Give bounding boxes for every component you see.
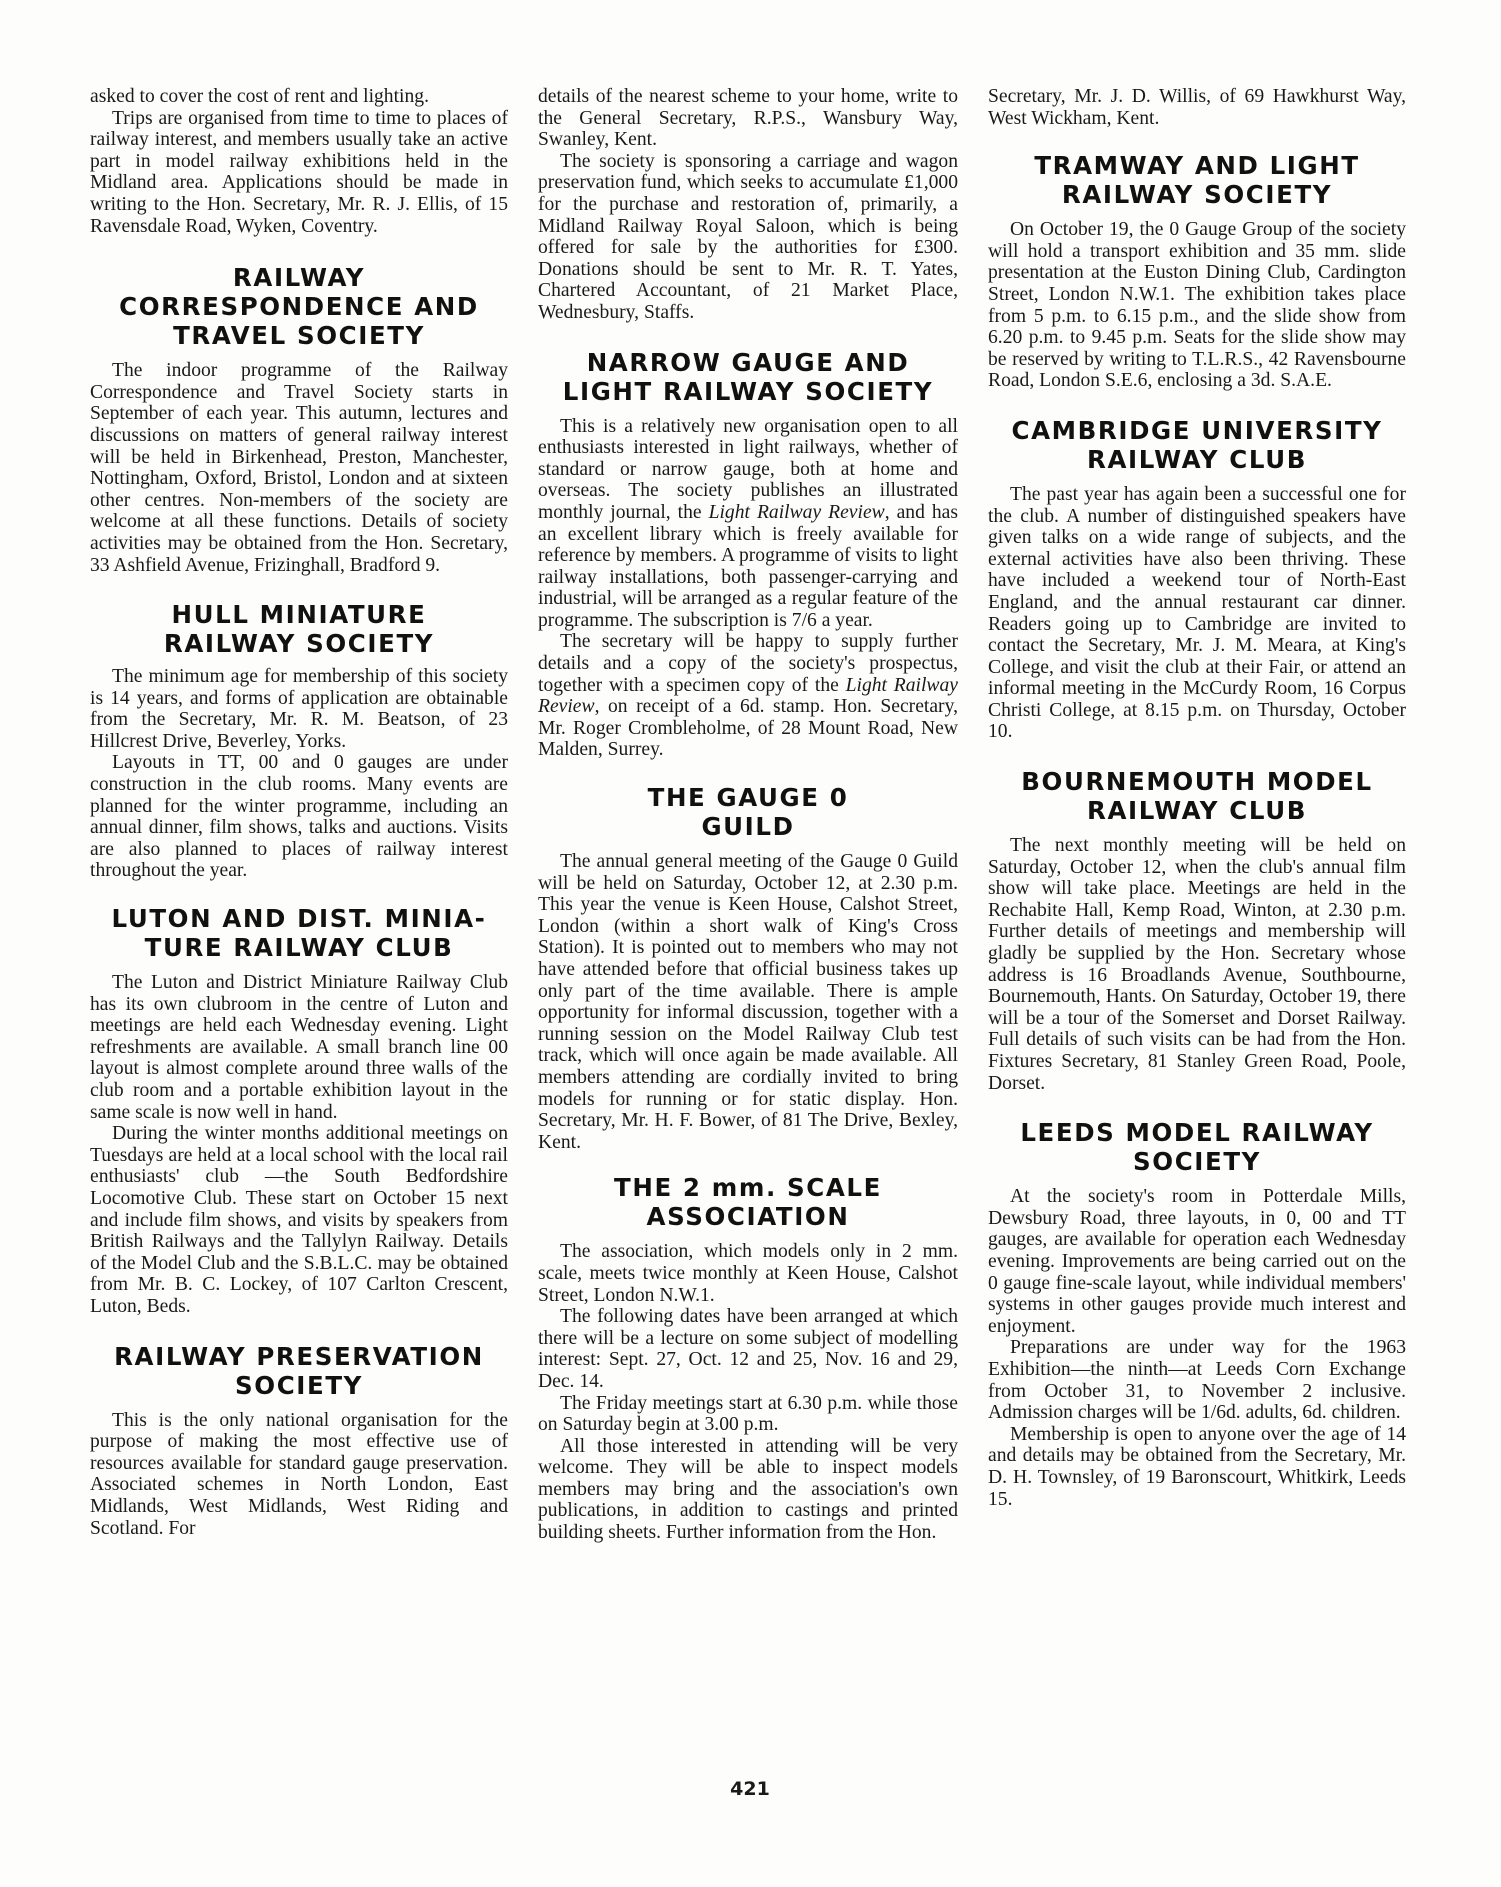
twomm-body-2: The following dates have been arranged at which there will be a lecture on some subject of modelling interest: Sept. 27, Oct. 12 and 25, Nov. 16 and 29, Dec. 14. — [538, 1306, 958, 1392]
leeds-body-2: Preparations are under way for the 1963 Exhibition—the ninth—at Leeds Corn Exchange from October 31, to November 2 inclusive. Admission charges will be 1/6d. adults, 6d. children. — [988, 1337, 1406, 1424]
rps-continuation: details of the nearest scheme to your home, write to the General Secretary, R.P.S., Wansbury Way, Swanley, Kent. — [538, 86, 958, 151]
leeds-body-3: Membership is open to anyone over the age of 14 and details may be obtained from the Secretary, Mr. D. H. Townsley, of 19 Baronscourt, Whitkirk, Leeds 15. — [988, 1423, 1406, 1510]
rps-body: This is the only national organisation for the purpose of making the most effective use of resources available for standard gauge preservation. Associated schemes in North London, East Midlands, West Midlands, West Riding and Scotland. For — [90, 1409, 508, 1539]
hull-body-1: The minimum age for membership of this society is 14 years, and forms of application are obtainable from the Secretary, Mr. R. M. Beatson, of 23 Hillcrest Drive, Beverley, Yorks. — [90, 666, 508, 752]
intro-continuation: asked to cover the cost of rent and lighting. — [90, 86, 429, 107]
twomm-body-3: The Friday meetings start at 6.30 p.m. while those on Saturday begin at 3.00 p.m. — [538, 1392, 958, 1436]
tramway-body: On October 19, the 0 Gauge Group of the society will hold a transport exhibition and 35 mm. slide presentation at the Euston Dining Club, Cardington Street, London N.W.1. The exhibition takes place from 5 p.m. to 6.15 p.m., and the slide show from 6.20 p.m. to 9.45 p.m. Seats for the slide show may be reserved by writing to T.L.R.S., 42 Ravensbourne Road, London S.E.6, enclosing a 3d. S.A.E. — [988, 219, 1406, 392]
heading-tramway: TRAMWAY AND LIGHT RAILWAY SOCIETY — [1034, 151, 1360, 210]
column-3 — [988, 86, 1406, 1510]
heading-luton: LUTON AND DIST. MINIA- TURE RAILWAY CLUB — [111, 904, 487, 963]
leeds-body-1: At the society's room in Potterdale Mills, Dewsbury Road, three layouts, in 0, 00 and TT gauges, are available for operation each Wednesday evening. Improvements are being carried out on the 0 gauge fine-scale layout, while individual members' systems in other gauges provide much interest and enjoyment. — [988, 1186, 1406, 1337]
gauge0-body: The annual general meeting of the Gauge 0 Guild will be held on Saturday, October 12, at 2.30 p.m. This year the venue is Keen House, Calshot Street, London (within a short walk of King's Cross Station). It is pointed out to members who may not have attended before that official business takes up only part of the time available. There is ample opportunity for informal discussion, together with a running session on the Model Railway Club test track, which will once again be made available. All members attending are cordially invited to bring models for running or for static display. Hon. Secretary, Mr. H. F. Bower, of 81 The Drive, Bexley, Kent. — [538, 851, 958, 1153]
twomm-continuation: Secretary, Mr. J. D. Willis, of 69 Hawkhurst Way, West Wickham, Kent. — [988, 86, 1406, 129]
heading-gauge-0: THE GAUGE 0 GUILD — [647, 783, 849, 842]
intro-paragraph: Trips are organised from time to time to places of railway interest, and members usually take an active part in model railway exhibitions held in the Midland area. Applications should be made in writing to the Hon. Secretary, Mr. R. J. Ellis, of 15 Ravensdale Road, Wyken, Coventry. — [90, 107, 508, 237]
narrow-body-2: The secretary will be happy to supply further details and a copy of the society's prospectus, together with a specimen copy of the Light Railway Review, on receipt of a 6d. stamp. Hon. Secretary, Mr. Roger Crombleholme, of 28 Mount Road, New Malden, Surrey. — [538, 631, 958, 761]
page-number: 421 — [730, 1778, 770, 1800]
heading-narrow-gauge: NARROW GAUGE AND LIGHT RAILWAY SOCIETY — [562, 347, 934, 406]
hull-body-2: Layouts in TT, 00 and 0 gauges are under construction in the club rooms. Many events are planned for the winter programme, including an annual dinner, film shows, talks and auctions. Visits are also planned to places of railway interest throughout the year. — [90, 752, 508, 882]
bournemouth-body: The next monthly meeting will be held on Saturday, October 12, when the club's annual film show will take place. Meetings are held in the Rechabite Hall, Kemp Road, Winton, at 2.30 p.m. Further details of meetings and membership will gladly be supplied by the Hon. Secretary whose address is 16 Broadlands Avenue, Southbourne, Bournemouth, Hants. On Saturday, October 19, there will be a tour of the Somerset and Dorset Railway. Full details of such visits can be had from the Hon. Fixtures Secretary, 81 Stanley Green Road, Poole, Dorset. — [988, 835, 1406, 1094]
heading-cambridge: CAMBRIDGE UNIVERSITY RAILWAY CLUB — [1011, 415, 1383, 474]
narrow-body-1: This is a relatively new organisation open to all enthusiasts interested in light railways, whether of standard or narrow gauge, both at home and overseas. The society publishes an illustrated monthly journal, the Light Railway Review, and has an excellent library which is freely available for reference by members. A programme of visits to light railway installations, both passenger-carrying and industrial, will be arranged as a regular feature of the programme. The subscription is 7/6 a year. — [538, 415, 958, 631]
heading-bournemouth: BOURNEMOUTH MODEL RAILWAY CLUB — [1021, 767, 1373, 826]
heading-hull: HULL MINIATURE RAILWAY SOCIETY — [163, 600, 435, 659]
twomm-body-1: The association, which models only in 2 mm. scale, meets twice monthly at Keen House, Calshot Street, London N.W.1. — [538, 1241, 958, 1306]
column-1 — [90, 86, 508, 1539]
heading-rps: RAILWAY PRESERVATION SOCIETY — [114, 1341, 484, 1400]
heading-2mm: THE 2 mm. SCALE ASSOCIATION — [614, 1173, 882, 1232]
twomm-body-4: All those interested in attending will be very welcome. They will be able to inspect models members may bring and the association's own publications, in addition to castings and printed building sheets. Further information from the Hon. — [538, 1435, 958, 1544]
cambridge-body: The past year has again been a successful one for the club. A number of distinguished speakers have given talks on a wide range of subjects, and the external activities have also been thriving. These have included a weekend tour of North-East England, and the annual restaurant car dinner. Readers going up to Cambridge are invited to contact the Secretary, Mr. J. M. Meara, at King's College, and visit the club at their Fair, or attend an informal meeting in the McCurdy Room, 16 Corpus Christi College, at 8.15 p.m. on Thursday, October 10. — [988, 483, 1406, 743]
rps-fund-paragraph: The society is sponsoring a carriage and wagon preservation fund, which seeks to accumulate £1,000 for the purchase and restoration of, primarily, a Midland Railway Royal Saloon, which is being offered for sale by the authorities for £300. Donations should be sent to Mr. R. T. Yates, Chartered Accountant, of 21 Market Place, Wednesbury, Staffs. — [538, 150, 958, 323]
heading-rcts: RAILWAY CORRESPONDENCE AND TRAVEL SOCIETY — [119, 263, 479, 351]
rcts-body: The indoor programme of the Railway Correspondence and Travel Society starts in September of each year. This autumn, lectures and discussions on matters of general railway interest will be held in Birkenhead, Preston, Manchester, Nottingham, Oxford, Bristol, London and at sixteen other centres. Non-members of the society are welcome at all these functions. Details of society activities may be obtained from the Hon. Secretary, 33 Ashfield Avenue, Frizinghall, Bradford 9. — [90, 360, 508, 576]
column-2 — [538, 86, 958, 1544]
heading-leeds: LEEDS MODEL RAILWAY SOCIETY — [1020, 1118, 1374, 1177]
luton-body-1: The Luton and District Miniature Railway Club has its own clubroom in the centre of Luton and meetings are held each Wednesday evening. Light refreshments are available. A small branch line 00 layout is almost complete around three walls of the club room and a portable exhibition layout in the same scale is now well in hand. — [90, 972, 508, 1123]
luton-body-2: During the winter months additional meetings on Tuesdays are held at a local school with the local rail enthusiasts' club —the South Bedfordshire Locomotive Club. These start on October 15 next and include film shows, and visits by speakers from British Railways and the Tallylyn Railway. Details of the Model Club and the S.B.L.C. may be obtained from Mr. B. C. Lockey, of 107 Carlton Crescent, Luton, Beds. — [90, 1123, 508, 1317]
